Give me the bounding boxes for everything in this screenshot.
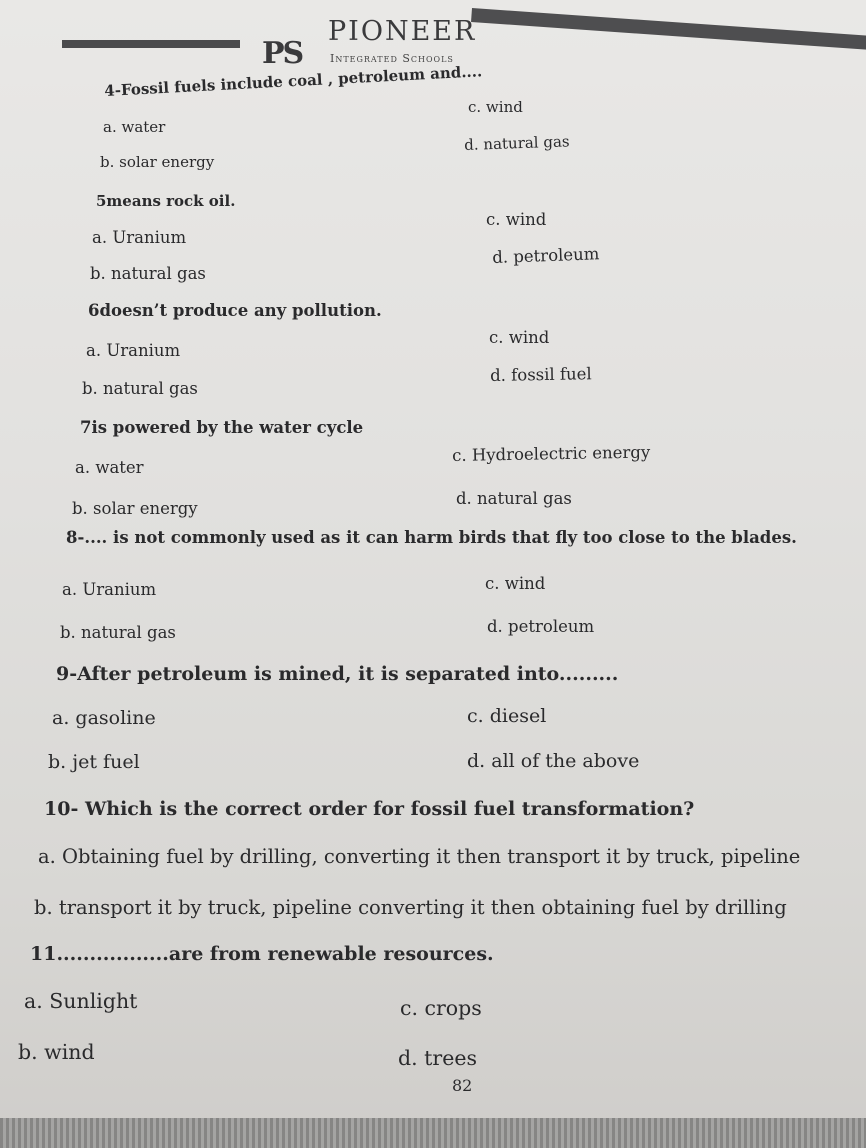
q5-option-a: a. Uranium (92, 228, 187, 247)
q4-option-b: b. solar energy (100, 153, 215, 171)
q8-option-b: b. natural gas (60, 623, 176, 642)
school-logo: PS (262, 36, 303, 71)
q9-option-c: c. diesel (467, 705, 547, 727)
school-name: PIONEER (328, 16, 477, 47)
question-7: 7is powered by the water cycle (80, 418, 364, 437)
q6-option-a: a. Uranium (86, 341, 181, 360)
header-band-left (62, 40, 240, 48)
q9-option-d: d. all of the above (467, 750, 640, 772)
q9-option-b: b. jet fuel (48, 751, 140, 773)
q7-option-c: c. Hydroelectric energy (451, 442, 651, 465)
q4-option-d: d. natural gas (463, 132, 570, 154)
q8-option-d: d. petroleum (487, 617, 595, 636)
school-tagline: Integrated Schools (330, 52, 454, 65)
q7-option-b: b. solar energy (72, 499, 198, 518)
q5-option-d: d. petroleum (491, 244, 600, 267)
q11-option-c: c. crops (400, 996, 482, 1020)
q5-option-b: b. natural gas (90, 264, 206, 283)
q4-option-a: a. water (103, 118, 166, 136)
question-8: 8-.... is not commonly used as it can harm birds that fly too close to the blades. (66, 528, 797, 547)
q11-option-a: a. Sunlight (24, 989, 138, 1013)
question-6: 6doesn’t produce any pollution. (88, 301, 382, 320)
q6-option-d: d. fossil fuel (489, 364, 592, 385)
question-10: 10- Which is the correct order for fossil fuel transformation? (44, 798, 695, 820)
question-5: 5means rock oil. (96, 192, 236, 210)
q8-option-a: a. Uranium (62, 580, 157, 599)
bottom-edge (0, 1118, 866, 1148)
question-11: 11.................are from renewable resources. (30, 943, 494, 965)
q5-option-c: c. wind (486, 210, 547, 229)
q4-option-c: c. wind (468, 98, 523, 116)
q8-option-c: c. wind (485, 574, 546, 593)
page-number: 82 (452, 1076, 473, 1095)
q10-option-b: b. transport it by truck, pipeline converting it then obtaining fuel by drilling (34, 896, 787, 919)
q11-option-b: b. wind (18, 1040, 95, 1064)
q6-option-b: b. natural gas (82, 379, 198, 398)
question-4: 4-Fossil fuels include coal , petroleum and.... (103, 62, 483, 100)
q10-option-a: a. Obtaining fuel by drilling, converting it then transport it by truck, pipeline (38, 845, 801, 868)
header-band-right (471, 8, 866, 50)
q7-option-d: d. natural gas (456, 489, 572, 508)
q9-option-a: a. gasoline (52, 707, 156, 729)
q11-option-d: d. trees (398, 1046, 477, 1070)
q7-option-a: a. water (75, 458, 144, 477)
question-9: 9-After petroleum is mined, it is separated into......... (56, 663, 619, 685)
q6-option-c: c. wind (489, 328, 550, 347)
